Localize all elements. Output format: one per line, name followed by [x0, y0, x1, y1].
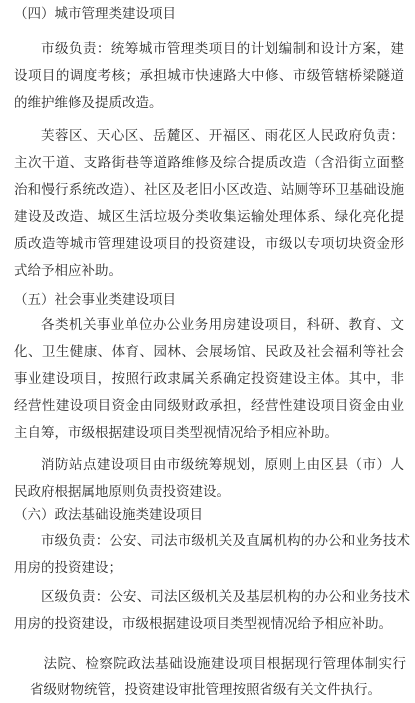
paragraph-court-procuratorate: 法院、检察院政法基础设施建设项目根据现行管理体制实行省级财物统管，投资建设审批管理按照省级有关文件执行。: [30, 656, 406, 698]
section-heading-5: （五）社会事业类建设项目: [14, 292, 176, 308]
paragraph-fire-station: 消防站点建设项目由市级统筹规划，原则上由区县（市）人民政府根据属地原则负责投资建设。: [14, 457, 404, 500]
paragraph-district-duty: 芙蓉区、天心区、岳麓区、开福区、雨花区人民政府负责：主次干道、支路街巷等道路维修及综合提质改造（含沿街立面整治和慢行系统改造）、社区及老旧小区改造、站厕等环卫基础设施建设及改造、城区生活垃圾分类收集运输处理体系、绿化亮化提质改造等城市管理建设项目的投资建设，市级以专项切块资金形式给予相应补助。: [14, 128, 404, 279]
paragraph-municipal-legal: 市级负责：公安、司法市级机关及直属机构的办公和业务技术用房的投资建设；: [14, 533, 410, 576]
section-heading-6: （六）政法基础设施类建设项目: [14, 507, 203, 523]
section-heading-4: （四）城市管理类建设项目: [14, 6, 176, 22]
paragraph-municipal-duty: 市级负责：统筹城市管理类项目的计划编制和设计方案，建设项目的调度考核；承担城市快速路大中修、市级管辖桥梁隧道的维护维修及提质改造。: [14, 41, 404, 111]
paragraph-social-projects: 各类机关事业单位办公业务用房建设项目，科研、教育、文化、卫生健康、体育、园林、会展场馆、民政及社会福利等社会事业建设项目，按照行政隶属关系确定投资建设主体。其中，非经营性建设项目资金由同级财政承担，经营性建设项目资金由业主自筹，市级根据建设项目类型视情况给予相应补助。: [14, 317, 404, 441]
paragraph-district-legal: 区级负责：公安、司法区级机关及基层机构的办公和业务技术用房的投资建设，市级根据建设项目类型视情况给予相应补助。: [14, 589, 410, 632]
